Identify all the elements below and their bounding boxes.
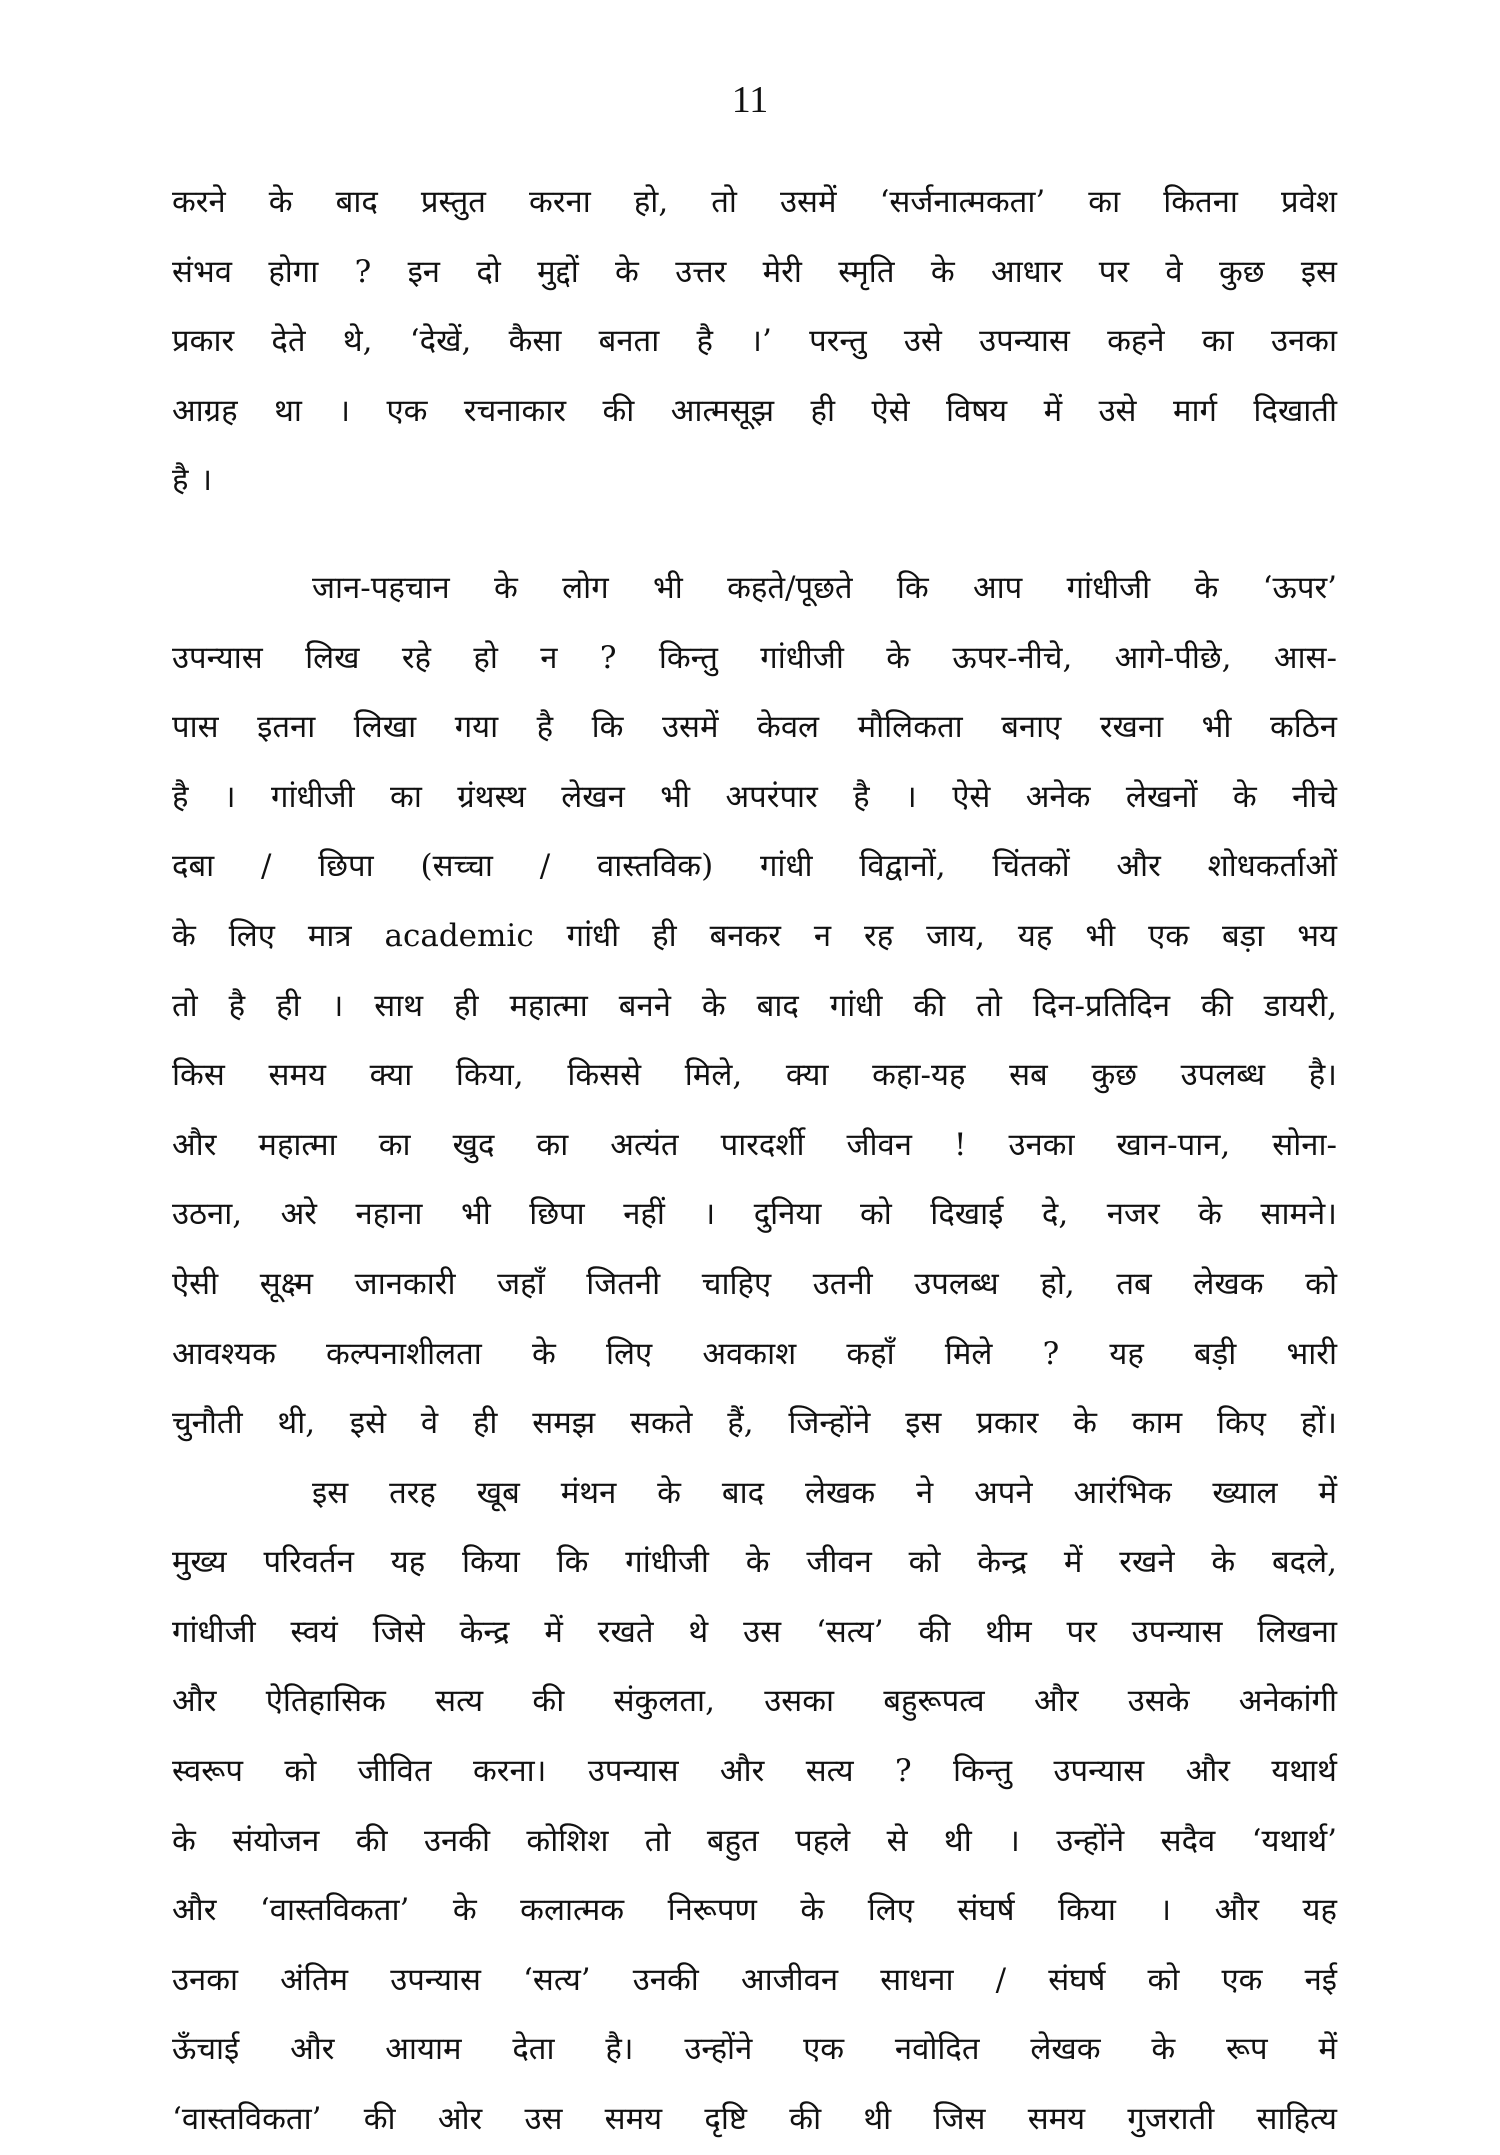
text-line: करने के बाद प्रस्तुत करना हो, तो उसमें ‘सर्जनात्मकता’ का कितना प्रवेश xyxy=(172,184,1337,220)
text-line: प्रकार देते थे, ‘देखें, कैसा बनता है ।’ परन्तु उसे उपन्यास कहने का उनका xyxy=(172,323,1337,360)
text-line: पास इतना लिखा गया है कि उसमें केवल मौलिकता बनाए रखना भी कठिन xyxy=(172,709,1337,746)
text-line: और ऐतिहासिक सत्य की संकुलता, उसका बहुरूपत्व और उसके अनेकांगी xyxy=(172,1683,1337,1720)
text-line: ऊँचाई और आयाम देता है। उन्होंने एक नवोदित लेखक के रूप में xyxy=(172,2031,1337,2068)
text-line: और ‘वास्तविकता’ के कलात्मक निरूपण के लिए संघर्ष किया । और यह xyxy=(172,1892,1337,1929)
text-line: जान-पहचान के लोग भी कहते/पूछते कि आप गांधीजी के ‘ऊपर’ xyxy=(312,569,1337,606)
text-line: उठना, अरे नहाना भी छिपा नहीं । दुनिया को दिखाई दे, नजर के सामने। xyxy=(172,1196,1337,1233)
text-line: स्वरूप को जीवित करना। उपन्यास और सत्य ? किन्तु उपन्यास और यथार्थ xyxy=(172,1753,1337,1790)
text-line: उनका अंतिम उपन्यास ‘सत्य’ उनकी आजीवन साधना / संघर्ष को एक नई xyxy=(172,1961,1337,1998)
text-line: संभव होगा ? इन दो मुद्दों के उत्तर मेरी स्मृति के आधार पर वे कुछ इस xyxy=(172,253,1337,290)
text-line: तो है ही । साथ ही महात्मा बनने के बाद गांधी की तो दिन-प्रतिदिन की डायरी, xyxy=(172,987,1337,1024)
text-line: के संयोजन की उनकी कोशिश तो बहुत पहले से थी । उन्होंने सदैव ‘यथार्थ’ xyxy=(172,1822,1337,1859)
text-line: किस समय क्या किया, किससे मिले, क्या कहा-यह सब कुछ उपलब्ध है। xyxy=(172,1057,1337,1094)
paragraph-1 xyxy=(172,168,1337,516)
text-line: गांधीजी स्वयं जिसे केन्द्र में रखते थे उस ‘सत्य’ की थीम पर उपन्यास लिखना xyxy=(172,1613,1337,1650)
page-number: 11 xyxy=(731,79,769,121)
paragraph-2 xyxy=(172,554,1337,1459)
text-line: आवश्यक कल्पनाशीलता के लिए अवकाश कहाँ मिले ? यह बड़ी भारी xyxy=(172,1335,1337,1372)
text-line: इस तरह खूब मंथन के बाद लेखक ने अपने आरंभिक ख्याल में xyxy=(312,1474,1337,1511)
paragraph-3 xyxy=(172,1459,1337,2155)
text-line: है । गांधीजी का ग्रंथस्थ लेखन भी अपरंपार है । ऐसे अनेक लेखनों के नीचे xyxy=(172,778,1337,815)
text-line: उपन्यास लिख रहे हो न ? किन्तु गांधीजी के ऊपर-नीचे, आगे-पीछे, आस- xyxy=(172,639,1337,676)
text-line: और महात्मा का खुद का अत्यंत पारदर्शी जीवन ! उनका खान-पान, सोना- xyxy=(172,1126,1337,1163)
text-line: है । xyxy=(172,462,213,499)
text-line: चुनौती थी, इसे वे ही समझ सकते हैं, जिन्होंने इस प्रकार के काम किए हों। xyxy=(172,1405,1337,1442)
text-line: मुख्य परिवर्तन यह किया कि गांधीजी के जीवन को केन्द्र में रखने के बदले, xyxy=(172,1544,1337,1581)
text-line: ऐसी सूक्ष्म जानकारी जहाँ जितनी चाहिए उतनी उपलब्ध हो, तब लेखक को xyxy=(172,1265,1337,1302)
text-line: ‘वास्तविकता’ की ओर उस समय दृष्टि की थी जिस समय गुजराती साहित्य xyxy=(172,2101,1337,2138)
text-line: के लिए मात्र academic गांधी ही बनकर न रह जाय, यह भी एक बड़ा भय xyxy=(172,917,1337,954)
text-line: आग्रह था । एक रचनाकार की आत्मसूझ ही ऐसे विषय में उसे मार्ग दिखाती xyxy=(172,392,1337,429)
body-text xyxy=(172,168,1337,2155)
text-line: दबा / छिपा (सच्चा / वास्तविक) गांधी विद्वानों, चिंतकों और शोधकर्ताओं xyxy=(172,848,1337,885)
